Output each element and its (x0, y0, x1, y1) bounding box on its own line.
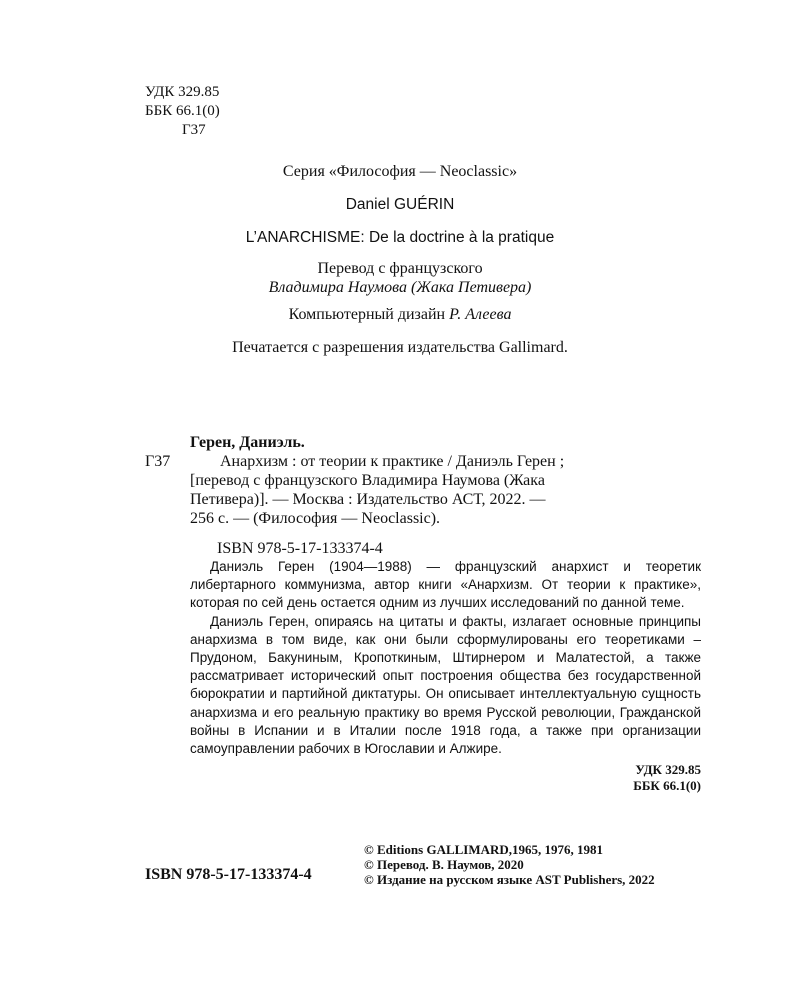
copyright-line-2: © Перевод. В. Наумов, 2020 (364, 857, 524, 872)
isbn-bottom: ISBN 978-5-17-133374-4 (145, 866, 312, 883)
entry-line-2: [перевод с французского Владимира Наумова (Жака (190, 472, 545, 489)
annotation-paragraph-1: Даниэль Герен (1904—1988) — французский анархист и теоретик либертарного коммунизма, автор книги «Анархизм. От теории к практике», которая по сей день остается одним из лучших исследований по данной теме. (190, 559, 701, 611)
annotation-paragraph-2: Даниэль Герен, опираясь на цитаты и факты, излагает основные принципы анархизма в том виде, как они были сформулированы его теоретиками – Прудоном, Бакуниным, Кропоткиным, Штирнером и Малатестой, а также рассматривает исторический опыт построения общества без государственной бюрократии и партийной диктатуры. Он описывает интеллектуальную сущность анархизма и его реальную практику во время Русской революции, Гражданской войны в Испании и в Италии после 1918 года, а также при организации самоуправлении рабочих в Югославии и Алжире. (190, 613, 701, 757)
original-title: L’ANARCHISME: De la doctrine à la pratique (245, 229, 555, 246)
design-label: Компьютерный дизайн (288, 306, 446, 323)
entry-line-4: 256 с. — (Философия — Neoclassic). (190, 510, 441, 527)
designer-name: Р. Алеева (449, 306, 512, 323)
entry-line-1: Анархизм : от теории к практике / Даниэль Герен ; (220, 453, 565, 470)
permission-note: Печатается с разрешения издательства Gallimard. (232, 339, 568, 356)
entry-line-3: Петивера)]. — Москва : Издательство АСТ, 2022. — (190, 491, 546, 508)
original-author: Daniel GUÉRIN (345, 196, 455, 213)
annotation-bbk: ББК 66.1(0) (633, 778, 701, 794)
translation-line: Перевод с французского (317, 260, 483, 277)
classification-block (145, 83, 220, 140)
bbk-code: ББК 66.1(0) (145, 103, 220, 119)
copyright-line-1: © Editions GALLIMARD,1965, 1976, 1981 (364, 842, 604, 857)
catalog-entry (145, 433, 700, 528)
annotation-udk: УДК 329.85 (635, 762, 701, 778)
translator-name: Владимира Наумова (Жака Петивера) (268, 279, 532, 296)
copyright-block (364, 842, 655, 887)
entry-code: Г37 (145, 453, 171, 470)
design-credit (0, 306, 800, 324)
copyright-line-3: © Издание на русском языке AST Publishers, 2022 (364, 872, 655, 887)
series-line: Серия «Философия — Neoclassic» (282, 163, 518, 180)
udk-code: УДК 329.85 (145, 84, 220, 100)
entry-author: Герен, Даниэль. (190, 434, 305, 451)
annotation (190, 558, 701, 794)
entry-isbn: ISBN 978-5-17-133374-4 (217, 540, 383, 557)
translation-block (0, 259, 800, 297)
author-mark: Г37 (182, 122, 206, 138)
